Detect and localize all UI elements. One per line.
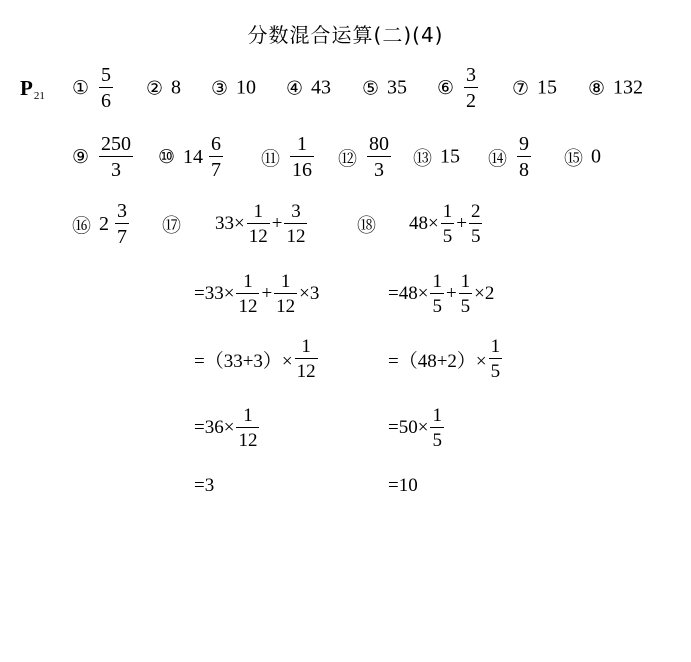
numerator: 1 xyxy=(432,271,442,292)
expression-text: =10 xyxy=(388,475,418,496)
fraction xyxy=(209,134,223,180)
denominator: 6 xyxy=(101,90,112,112)
solution-step xyxy=(388,475,418,497)
denominator: 12 xyxy=(276,296,296,317)
answer-value: 0 xyxy=(591,145,602,168)
fraction xyxy=(517,134,531,180)
fraction xyxy=(489,337,503,381)
answer-number: ⑭ xyxy=(488,147,508,170)
numerator: 3 xyxy=(117,200,128,222)
numerator: 1 xyxy=(460,271,471,292)
fraction xyxy=(295,337,318,381)
denominator: 7 xyxy=(117,226,128,248)
numerator: 5 xyxy=(101,64,112,86)
numerator: 1 xyxy=(253,201,263,222)
numerator: 1 xyxy=(243,405,253,426)
denominator: 16 xyxy=(292,159,313,181)
expression-text: + xyxy=(271,213,283,234)
fraction xyxy=(430,406,444,450)
numerator: 1 xyxy=(280,271,291,292)
fraction xyxy=(464,65,478,111)
numerator: 250 xyxy=(101,133,132,155)
solution-step xyxy=(194,475,214,497)
answer-number: ④ xyxy=(286,77,304,99)
denominator: 7 xyxy=(211,159,222,181)
answer-number: ① xyxy=(72,77,90,99)
answer-number: ⑥ xyxy=(437,77,455,99)
answer-item xyxy=(286,77,331,100)
fraction xyxy=(284,202,307,246)
fraction xyxy=(99,65,113,111)
answer-value: 8 xyxy=(171,76,182,99)
expression-text: =（48+2）× xyxy=(388,350,487,372)
denominator: 5 xyxy=(470,226,481,247)
answer-item xyxy=(413,144,460,171)
numerator: 6 xyxy=(211,133,222,155)
answer-value: 132 xyxy=(613,76,644,99)
page-number: 21 xyxy=(33,90,45,102)
answer-number: ⑩ xyxy=(158,146,176,168)
expression-text: =50× xyxy=(388,417,429,438)
denominator: 8 xyxy=(519,159,530,181)
expression-text: 33× xyxy=(215,213,245,234)
answer-number: ⑫ xyxy=(338,147,358,170)
answer-item xyxy=(338,134,393,180)
whole-part: 14 xyxy=(183,145,204,168)
page-title: 分数混合运算(二)(4) xyxy=(247,23,444,47)
fraction xyxy=(99,134,133,180)
answer-item xyxy=(72,65,115,111)
denominator: 5 xyxy=(490,361,501,382)
answer-item xyxy=(211,77,256,100)
problem-expression xyxy=(215,202,309,246)
fraction xyxy=(115,201,129,247)
numerator: 1 xyxy=(432,405,442,426)
expression-text: + xyxy=(456,213,467,234)
denominator: 12 xyxy=(238,430,258,451)
problem-number xyxy=(162,211,189,238)
answer-number: ⑨ xyxy=(72,146,90,168)
solution-step xyxy=(194,337,320,381)
denominator: 2 xyxy=(466,90,477,112)
numerator: 1 xyxy=(297,133,308,155)
denominator: 12 xyxy=(248,226,268,247)
answer-item xyxy=(158,134,225,180)
solution-step xyxy=(194,272,319,316)
denominator: 5 xyxy=(442,226,453,247)
answer-item xyxy=(488,134,533,180)
expression-text: + xyxy=(261,283,273,304)
solution-step xyxy=(194,406,261,450)
expression-text: =48× xyxy=(388,283,429,304)
answer-number: ⑯ xyxy=(72,214,92,237)
denominator: 3 xyxy=(111,159,122,181)
numerator: 3 xyxy=(466,64,477,86)
answer-number: ② xyxy=(146,77,164,99)
denominator: 12 xyxy=(296,361,316,382)
answer-number: ③ xyxy=(211,77,229,99)
denominator: 12 xyxy=(238,296,258,317)
answer-number: ⑤ xyxy=(362,77,380,99)
problem-label: ⑱ xyxy=(357,214,377,237)
problem-number xyxy=(357,211,384,238)
page-label: P xyxy=(20,76,33,100)
expression-text: ×2 xyxy=(474,283,495,304)
answer-value: 15 xyxy=(537,76,558,99)
fraction xyxy=(290,134,314,180)
fraction xyxy=(430,272,444,316)
fraction xyxy=(247,202,270,246)
answer-item xyxy=(72,134,135,180)
solution-step xyxy=(388,406,446,450)
expression-text: =（33+3）× xyxy=(194,350,293,372)
denominator: 5 xyxy=(432,430,442,451)
numerator: 80 xyxy=(369,133,390,155)
denominator: 12 xyxy=(286,226,306,247)
fraction xyxy=(236,272,259,316)
whole-part: 2 xyxy=(99,212,110,235)
denominator: 5 xyxy=(460,296,471,317)
numerator: 1 xyxy=(490,336,501,357)
problem-expression xyxy=(409,202,484,246)
answer-number: ⑧ xyxy=(588,77,606,99)
expression-text: =36× xyxy=(194,417,235,438)
fraction xyxy=(367,134,391,180)
numerator: 1 xyxy=(301,336,311,357)
expression-text: 48× xyxy=(409,213,439,234)
answer-item xyxy=(146,77,181,100)
answer-value: 35 xyxy=(387,76,408,99)
problem-label: ⑰ xyxy=(162,214,182,237)
expression-text: ×3 xyxy=(299,283,320,304)
fraction xyxy=(469,202,483,246)
answer-item xyxy=(362,77,407,100)
answer-item xyxy=(588,77,643,100)
answer-number: ⑦ xyxy=(512,77,530,99)
answer-value: 43 xyxy=(311,76,332,99)
answer-number: ⑬ xyxy=(413,147,433,170)
answer-value: 10 xyxy=(236,76,257,99)
answer-item xyxy=(72,201,131,247)
page-reference xyxy=(20,76,45,102)
fraction xyxy=(274,272,297,316)
answer-number: ⑪ xyxy=(261,147,281,170)
answer-item xyxy=(437,65,480,111)
numerator: 9 xyxy=(519,133,530,155)
expression-text: =3 xyxy=(194,475,215,496)
answer-value: 15 xyxy=(440,145,461,168)
expression-text: + xyxy=(445,283,457,304)
numerator: 3 xyxy=(291,201,301,222)
denominator: 5 xyxy=(432,296,442,317)
solution-step xyxy=(388,337,504,381)
answer-item xyxy=(564,144,601,171)
fraction xyxy=(236,406,259,450)
numerator: 1 xyxy=(243,271,253,292)
numerator: 2 xyxy=(470,201,481,222)
expression-text: =33× xyxy=(194,283,235,304)
solution-step xyxy=(388,272,494,316)
answer-item xyxy=(512,77,557,100)
denominator: 3 xyxy=(374,159,385,181)
fraction xyxy=(441,202,455,246)
numerator: 1 xyxy=(442,201,453,222)
answer-number: ⑮ xyxy=(564,147,584,170)
fraction xyxy=(459,272,473,316)
answer-item xyxy=(261,134,316,180)
